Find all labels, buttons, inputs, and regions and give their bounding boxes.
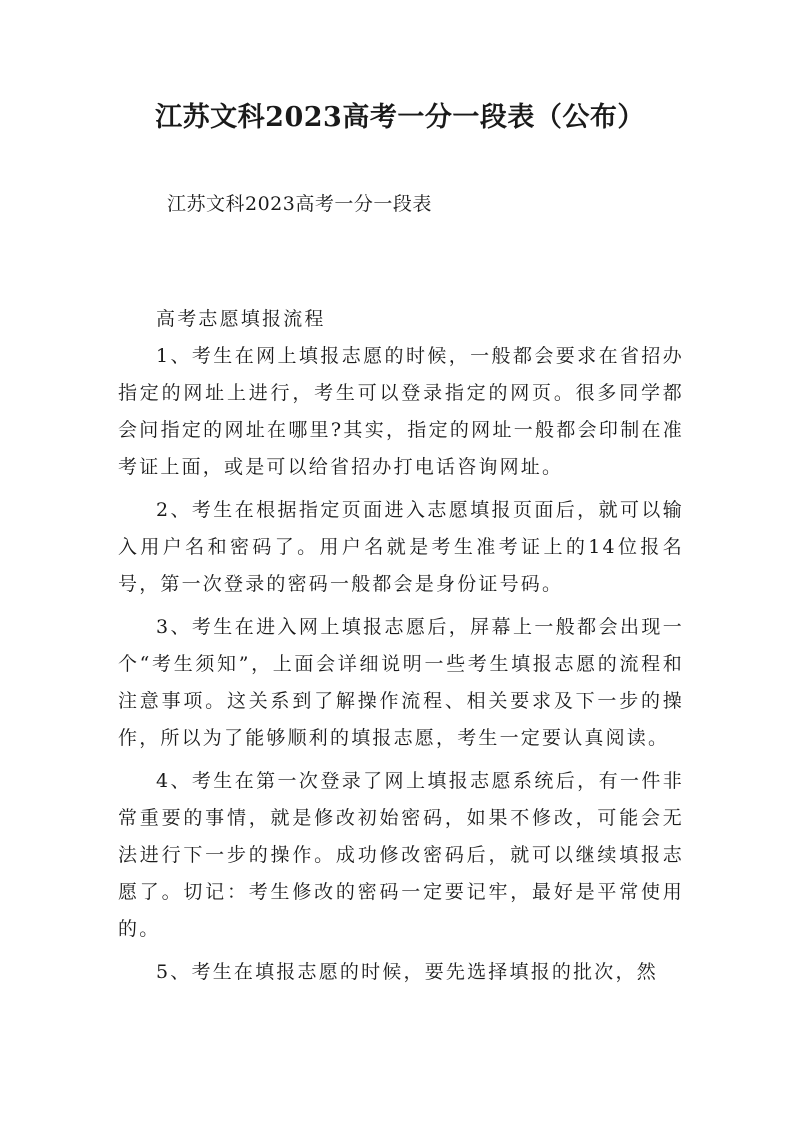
document-subtitle: 江苏文科2023高考一分一段表 [167,193,432,215]
section-heading: 高考志愿填报流程 [156,308,326,330]
paragraph-5: 5、考生在填报志愿的时候，要先选择填报的批次，然 [156,961,658,983]
document-body [118,301,684,997]
paragraph-1: 1、考生在网上填报志愿的时候，一般都会要求在省招办指定的网址上进行，考生可以登录指定的网页。很多同学都会问指定的网址在哪里?其实，指定的网址一般都会印制在准考证上面，或是可以给省招办打电话咨询网址。 [118,345,684,478]
paragraph-4: 4、考生在第一次登录了网上填报志愿系统后，有一件非常重要的事情，就是修改初始密码，如果不修改，可能会无法进行下一步的操作。成功修改密码后，就可以继续填报志愿了。切记：考生修改的密码一定要记牢，最好是平常使用的。 [118,770,684,940]
paragraph-2: 2、考生在根据指定页面进入志愿填报页面后，就可以输入用户名和密码了。用户名就是考生准考证上的14位报名号，第一次登录的密码一般都会是身份证号码。 [118,499,684,595]
paragraph-3: 3、考生在进入网上填报志愿后，屏幕上一般都会出现一个“考生须知”，上面会详细说明一些考生填报志愿的流程和注意事项。这关系到了解操作流程、相关要求及下一步的操作，所以为了能够顺利的填报志愿，考生一定要认真阅读。 [118,616,684,749]
document-title: 江苏文科2023高考一分一段表（公布） [155,102,645,133]
